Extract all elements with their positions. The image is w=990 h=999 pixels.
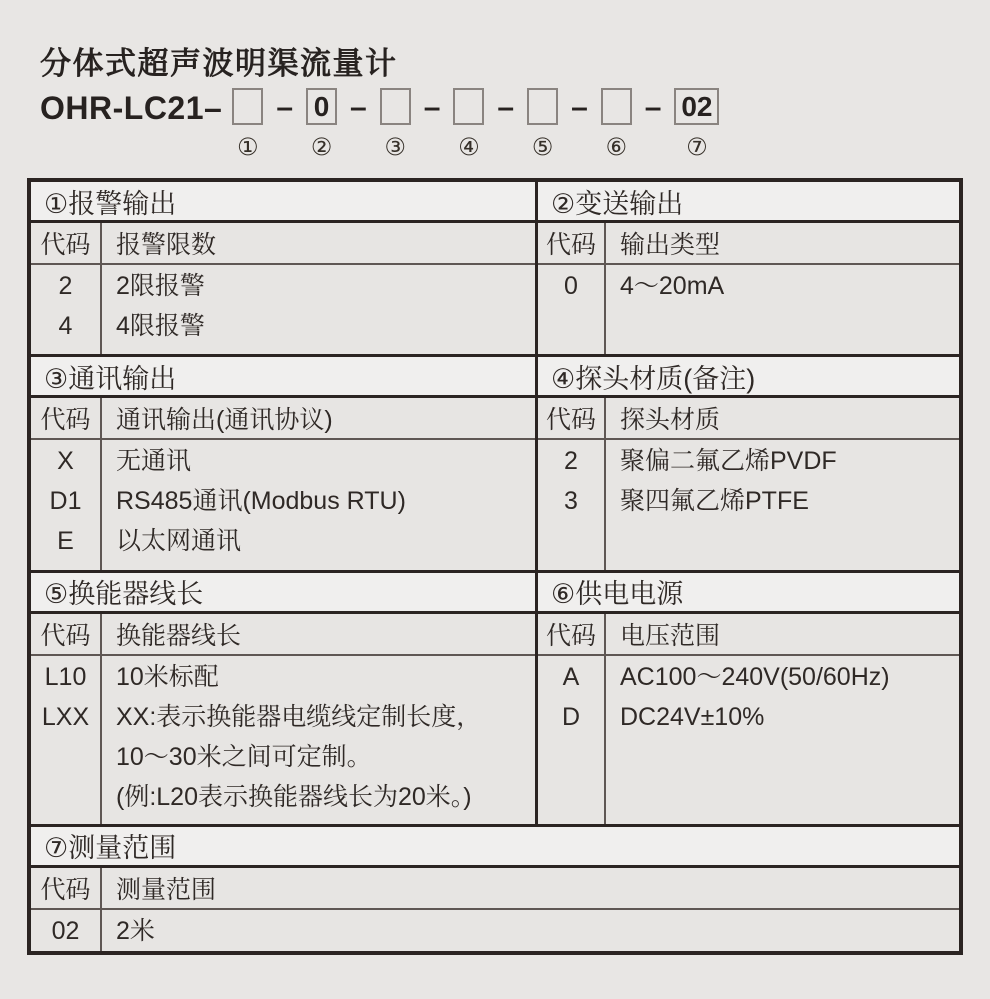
code-column-header: 代码 <box>538 223 606 263</box>
code-column-header: 代码 <box>31 398 102 438</box>
section-data <box>538 656 959 824</box>
desc-value: 4～20mA <box>620 272 725 300</box>
position-number-5: ⑤ <box>531 134 554 161</box>
desc-value: 聚偏二氟乙烯PVDF <box>620 447 837 476</box>
section-data <box>31 656 535 824</box>
desc-cells <box>102 656 535 824</box>
model-dash: – <box>497 91 515 124</box>
section-title: ③通讯输出 <box>31 357 535 398</box>
code-value: L10 <box>44 662 87 691</box>
desc-column-header: 通讯输出(通讯协议) <box>116 406 333 435</box>
section-probe-material <box>535 357 959 569</box>
section-header-row <box>31 614 535 656</box>
model-box-6 <box>601 88 632 125</box>
desc-cells <box>606 656 959 824</box>
desc-cells <box>102 440 535 569</box>
desc-value: 10米标配 <box>116 662 219 691</box>
model-box-2: 0 <box>306 88 337 125</box>
code-value: D1 <box>49 487 82 516</box>
position-number-1: ① <box>237 134 259 161</box>
code-value: 02 <box>51 916 80 945</box>
desc-column-header: 输出类型 <box>620 231 721 259</box>
section-title: ④探头材质(备注) <box>538 357 959 398</box>
section-title: ⑦测量范围 <box>31 827 959 868</box>
desc-value: RS485通讯(Modbus RTU) <box>116 487 406 516</box>
desc-value: 10～30米之间可定制。 <box>116 742 372 771</box>
desc-column-header: 电压范围 <box>620 621 721 650</box>
desc-value: 2米 <box>116 916 155 945</box>
model-code-row <box>40 88 719 162</box>
section-header-row <box>538 223 959 265</box>
desc-value: 以太网通讯 <box>116 527 242 556</box>
section-comm-output <box>31 357 535 569</box>
desc-value: XX:表示换能器电缆线定制长度， <box>116 702 482 731</box>
model-position-5 <box>527 88 558 162</box>
section-header-row <box>31 868 959 910</box>
code-column-header: 代码 <box>538 398 606 438</box>
desc-cells <box>606 265 959 354</box>
table-band-1 <box>31 182 959 354</box>
desc-cells <box>102 265 535 354</box>
desc-value: 2限报警 <box>116 272 205 300</box>
code-cells <box>31 440 102 569</box>
section-title: ②变送输出 <box>538 182 959 223</box>
code-value: 4 <box>58 312 73 340</box>
position-number-2: ② <box>310 134 333 161</box>
model-dash: – <box>350 91 367 124</box>
code-value: X <box>57 447 74 476</box>
code-value: 2 <box>564 447 578 476</box>
model-box-5 <box>527 88 558 125</box>
desc-column-header: 报警限数 <box>116 231 217 259</box>
position-number-4: ④ <box>458 134 480 161</box>
desc-value: DC24V±10% <box>620 702 765 731</box>
section-transducer-cable <box>31 573 535 824</box>
code-value: 3 <box>564 487 578 516</box>
code-cells <box>538 656 606 824</box>
section-header-row <box>31 398 535 440</box>
desc-value: AC100～240V(50/60Hz) <box>620 662 890 691</box>
table-band-2 <box>31 354 959 569</box>
model-box-7: 02 <box>674 88 719 125</box>
code-cells <box>31 910 102 951</box>
desc-value: 4限报警 <box>116 312 205 340</box>
model-box-3 <box>380 88 411 125</box>
desc-column-header: 换能器线长 <box>116 621 242 650</box>
desc-column-header: 探头材质 <box>620 406 721 435</box>
section-title: ①报警输出 <box>31 182 535 223</box>
section-measure-range <box>31 827 959 951</box>
section-title: ⑥供电电源 <box>538 573 959 614</box>
page-title: 分体式超声波明渠流量计 <box>40 46 398 81</box>
section-header-row <box>538 614 959 656</box>
desc-cells <box>102 910 959 951</box>
code-column-header: 代码 <box>538 614 606 654</box>
model-box-4 <box>453 88 484 125</box>
code-column-header: 代码 <box>31 868 102 908</box>
model-dash: – <box>423 91 441 124</box>
code-value: E <box>57 527 74 556</box>
code-column-header: 代码 <box>31 223 102 263</box>
model-dash: – <box>571 91 588 124</box>
code-value: A <box>562 662 580 691</box>
section-data <box>31 440 535 569</box>
section-power-supply <box>535 573 959 824</box>
section-transmit-output <box>535 182 959 354</box>
model-position-2 <box>306 88 337 162</box>
code-cells <box>31 656 102 824</box>
desc-value: 无通讯 <box>116 447 192 476</box>
position-number-3: ③ <box>384 134 406 161</box>
ordering-spec-table <box>27 178 963 955</box>
table-band-3 <box>31 570 959 824</box>
code-cells <box>538 440 606 569</box>
model-position-7 <box>674 88 719 162</box>
section-data <box>538 265 959 354</box>
section-data <box>31 910 959 951</box>
code-value: 2 <box>58 272 73 300</box>
code-value: LXX <box>41 702 90 731</box>
model-prefix: OHR-LC21– <box>40 90 223 126</box>
table-band-4 <box>31 824 959 951</box>
model-position-1 <box>232 88 263 162</box>
model-box-1 <box>232 88 263 125</box>
section-data <box>538 440 959 569</box>
code-cells <box>538 265 606 354</box>
model-dash: – <box>276 91 293 124</box>
code-column-header: 代码 <box>31 614 102 654</box>
model-dash: – <box>644 91 662 124</box>
model-position-3 <box>380 88 411 162</box>
model-position-4 <box>453 88 484 162</box>
position-number-7: ⑦ <box>686 134 708 161</box>
section-header-row <box>31 223 535 265</box>
code-value: D <box>561 702 581 731</box>
code-value: 0 <box>564 272 578 300</box>
position-number-6: ⑥ <box>605 134 627 161</box>
desc-cells <box>606 440 959 569</box>
section-header-row <box>538 398 959 440</box>
code-cells <box>31 265 102 354</box>
section-title: ⑤换能器线长 <box>31 573 535 614</box>
model-position-6 <box>601 88 632 162</box>
desc-column-header: 测量范围 <box>116 875 217 904</box>
section-data <box>31 265 535 354</box>
desc-value: 聚四氟乙烯PTFE <box>620 487 809 516</box>
desc-value: (例:L20表示换能器线长为20米。) <box>116 782 472 811</box>
section-alarm-output <box>31 182 535 354</box>
